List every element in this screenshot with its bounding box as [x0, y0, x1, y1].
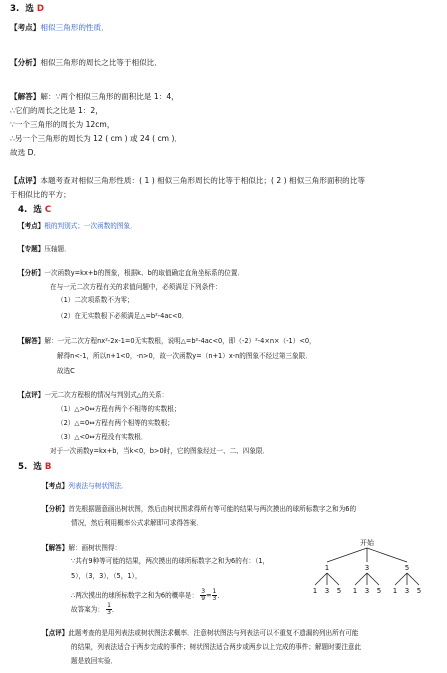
tree-node-l1: 3: [364, 564, 370, 572]
q3-jieda-l1: 【解答】解：∵两个相似三角形的面积比是 1：4，: [10, 92, 179, 101]
q4-jieda-l3: 故选C: [57, 367, 75, 375]
q5-fenxi-l1: 【分析】首先根据题意画出树状图，然后由树状图求得所有等可能的结果与两次摸出的球所标数字之和为6的: [42, 505, 357, 513]
tree-edge: [327, 573, 339, 585]
tree-edge: [327, 548, 367, 562]
q3-heading: 3. 选 D: [10, 4, 44, 14]
fraction-1-3: $\frac{1}{3}$: [212, 588, 217, 602]
q4-heading: 4. 选 C: [18, 205, 52, 215]
fenxi-label: 【分析】: [10, 58, 41, 67]
dianping-label: 【点评】: [42, 629, 69, 637]
q5-fenxi-l2: 情况，然后利用概率公式求解即可求得答案．: [71, 519, 203, 527]
tree-node-l1: 5: [404, 564, 410, 572]
q4-fenxi-l3: （1）二次项系数不为零；: [57, 296, 134, 304]
q4-dianping-l4: （3）△<0⇔方程没有实数根．: [57, 433, 148, 441]
q3-jieda-l4: ∴另一个三角形的周长为 12 ( cm ) 或 24 ( cm )．: [10, 134, 182, 143]
q5-jieda-l2: ∵共有9种等可能的结果，两次摸出的球所标数字之和为6的有：（1，: [71, 557, 270, 565]
q4-fenxi-l1: 【分析】一次函数y=kx+b的图象，根据k、b的取值确定直角坐标系的位置．: [18, 269, 245, 277]
tree-node-l2: 5: [336, 587, 342, 595]
kaodian-label: 【考点】: [42, 482, 69, 490]
q4-dianping-l2: （1）△>0⇔方程有两个不相等的实数根；: [57, 405, 181, 413]
q5-jieda-l3: 5），（3，3），（5，1），: [71, 572, 142, 580]
kaodian-label: 【考点】: [10, 23, 41, 32]
tree-node-l2: 3: [404, 587, 410, 595]
jieda-label: 【解答】: [10, 92, 41, 101]
tree-node-l2: 3: [324, 587, 330, 595]
q3-jieda-l5: 故选 D．: [10, 148, 42, 157]
tree-node-l2: 5: [416, 587, 422, 595]
tree-node-l2: 5: [376, 587, 382, 595]
jieda-label: 【解答】: [42, 544, 69, 552]
q5-kaodian: 【考点】列表法与树状图法．: [42, 482, 128, 490]
q5-dianping-l2: 的结果，列表法适合于两步完成的事件；树状图法适合两步或两步以上完成的事件；解题时要注意此: [71, 643, 362, 651]
fenxi-label: 【分析】: [18, 269, 45, 277]
q3-jieda-l2: ∴它们的周长之比是 1：2，: [10, 106, 103, 115]
zhuanti-label: 【专题】: [18, 245, 45, 253]
q4-dianping-l5: 对于一次函数y=kx+b，当k<0，b>0时，它的图象经过一、二、四象限．: [50, 447, 270, 455]
tree-edge: [395, 573, 407, 585]
q5-jieda-l4: ∴两次摸出的球所标数字之和为6的概率是： $\frac{3}{9}$ = $\frac{1}{3}$ ．: [71, 588, 224, 602]
dianping-label: 【点评】: [18, 391, 45, 399]
tree-node-l1: 1: [324, 564, 330, 572]
q4-zhuanti: 【专题】压轴题．: [18, 245, 71, 253]
q3-fenxi: 【分析】相似三角形的周长之比等于相似比．: [10, 58, 162, 67]
q3-dianping-l2: 于相似比的平方；: [10, 190, 71, 199]
fraction-answer: $\frac{1}{3}$: [107, 602, 111, 616]
tree-root-label: 开始: [360, 539, 374, 547]
tree-edge: [355, 573, 367, 585]
q4-dianping-l1: 【点评】一元二次方程根的情况与判别式△的关系：: [18, 391, 169, 399]
q4-dianping-l3: （2）△=0⇔方程有两个相等的实数根；: [57, 419, 174, 427]
tree-edge: [367, 548, 407, 562]
tree-edge: [367, 573, 379, 585]
fraction-3-9: $\frac{3}{9}$: [201, 588, 206, 602]
q5-dianping-l3: 题是放回实验．: [71, 657, 118, 665]
q4-fenxi-l4: （2）在无实数根下必须满足△=b²-4ac<0．: [57, 312, 189, 320]
q3-dianping-l1: 【点评】本题考查对相似三角形性质：( 1 ) 相似三角形周长的比等于相似比；( 2 ) 相似三角形面积的比等: [10, 176, 365, 185]
tree-node-l2: 1: [312, 587, 318, 595]
q4-kaodian: 【考点】根的判别式；一次函数的图象．: [18, 222, 137, 230]
tree-node-l2: 1: [352, 587, 358, 595]
q5-heading: 5. 选 B: [18, 462, 52, 472]
q4-jieda-l2: 解得n<-1，所以n+1<0，-n>0，故一次函数y=（n+1）x-n的图象不经过第三象限．: [57, 352, 312, 360]
q4-fenxi-l2: 在与一元二次方程有关的求值问题中，必须满足下列条件：: [50, 283, 222, 291]
tree-node-l2: 1: [392, 587, 398, 595]
q3-jieda-l3: ∵一个三角形的周长为 12cm，: [10, 120, 115, 129]
tree-node-l2: 3: [364, 587, 370, 595]
jieda-label: 【解答】: [18, 337, 45, 345]
kaodian-label: 【考点】: [18, 222, 45, 230]
tree-diagram: [305, 536, 435, 596]
fenxi-label: 【分析】: [42, 505, 69, 513]
tree-edge: [407, 573, 419, 585]
q5-jieda-l1: 【解答】解：画树状图得：: [42, 544, 122, 552]
q5-jieda-l5: 故答案为： $\frac{1}{3}$ ．: [71, 602, 119, 616]
dianping-label: 【点评】: [10, 176, 41, 185]
q3-kaodian: 【考点】相似三角形的性质．: [10, 23, 109, 32]
tree-edge: [315, 573, 327, 585]
q4-jieda-l1: 【解答】解：一元二次方程nx²-2x-1=0无实数根，说明△=b²-4ac<0，即（-2）²-4×n×（-1）<0，: [18, 337, 316, 345]
q5-dianping-l1: 【点评】此题考查的是用列表法或树状图法求概率．注意树状图法与列表法可以不重复不遗漏的列出所有可能: [42, 629, 359, 637]
